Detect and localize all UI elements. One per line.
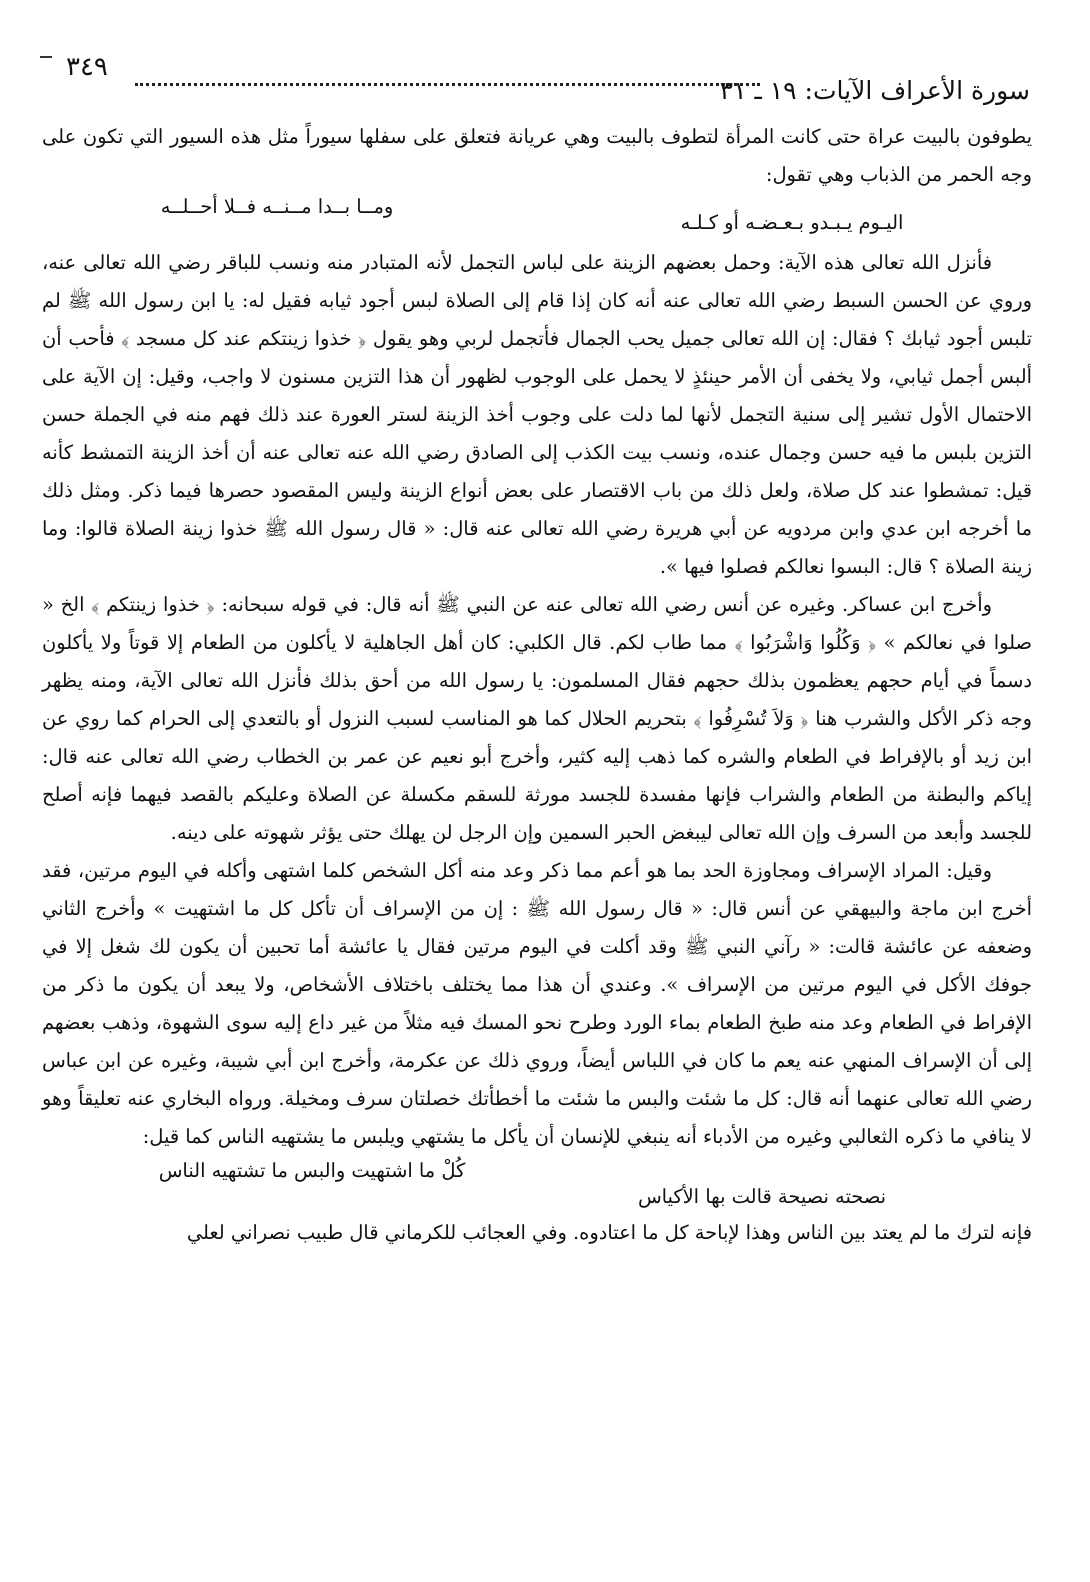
verse-1 (42, 194, 1032, 244)
paragraph-3: وأخرج ابن عساكر. وغيره عن أنس رضي الله تعالى عنه عن النبي ﷺ أنه قال: في قوله سبحانه: ﴿ خذوا زينتكم ﴾ الخ « صلوا في نعالكم » ﴿ وَكُلُوا وَاشْرَبُوا ﴾ مما طاب لكم. قال الكلبي: كان أهل الجاهلية لا يأكلون من الطعام إلا قوتاً ولا يأكلون دسماً في أيام حجهم يعظمون بذلك حجهم فقال المسلمون: يا رسول الله من أحق بذلك فأنزل الله تعالى الآية، ومنه يظهر وجه ذكر الأكل والشرب هنا ﴿ وَلاَ تُسْرِفُوا ﴾ بتحريم الحلال كما هو المناسب لسبب النزول أو بالتعدي إلى الحرام كما روي عن ابن زيد أو بالإفراط في الطعام والشره كما ذهب إليه كثير، وأخرج أبو نعيم عن عمر بن الخطاب رضي الله تعالى عنه قال: إياكم والبطنة من الطعام والشراب فإنها مفسدة للجسد مورثة للسقم مكسلة عن الصلاة وعليكم بالقصد فيهما فإنه أصلح للجسد وأبعد من السرف وإن الله تعالى ليبغض الحبر السمين وإن الرجل لن يهلك حتى يؤثر شهوته على دينه. (42, 593, 1032, 844)
leader-dots (135, 75, 760, 86)
verse-2-second-hemistich: كُلْ ما اشتهيت والبس ما تشتهيه الناس (158, 1159, 466, 1182)
body-text (42, 118, 1032, 1252)
verse-2-first-hemistich: نصحته نصيحة قالت بها الأكياس (637, 1185, 887, 1208)
verse-1-second-hemistich: ومــا بــدا مــنــه فــلا أحــلــه (160, 195, 394, 218)
verse-2 (42, 1156, 1032, 1214)
paragraph-1: يطوفون بالبيت عراة حتى كانت المرأة لتطوف بالبيت وهي عريانة فتعلق على سفلها سيوراً مثل هذه السيور التي تكون على وجه الحمر من الذباب وهي تقول: (42, 125, 1032, 186)
verse-1-first-hemistich: اليـوم يـبـدو بـعـضـه أو كـلـه (680, 211, 904, 234)
paragraph-5: فإنه لترك ما لم يعتد بين الناس وهذا لإباحة كل ما اعتادوه. وفي العجائب للكرماني قال طبيب نصراني لعلي (186, 1221, 1032, 1244)
paragraph-4: وقيل: المراد الإسراف ومجاوزة الحد بما هو أعم مما ذكر وعد منه أكل الشخص كلما اشتهى وأكله في اليوم مرتين، فقد أخرج ابن ماجة والبيهقي عن أنس قال: « قال رسول الله ﷺ : إن من الإسراف أن تأكل كل ما اشتهيت » وأخرج الثاني وضعفه عن عائشة قالت: « رآني النبي ﷺ وقد أكلت في اليوم مرتين فقال يا عائشة أما تحبين أن يكون لك شغل إلا في جوفك الأكل في اليوم مرتين من الإسراف ». وعندي أن هذا مما يختلف باختلاف الأشخاص، ولا يبعد أن يكون ما ذكر من الإفراط في الطعام وعد منه طبخ الطعام بماء الورد وطرح نحو المسك فيه مثلاً من غير داع إليه سوى الشهوة، وذهب بعضهم إلى أن الإسراف المنهي عنه يعم ما كان في اللباس أيضاً، وروي ذلك عن عكرمة، وأخرج ابن أبي شيبة، وغيره عن ابن عباس رضي الله تعالى عنهما أنه قال: كل ما شئت والبس ما شئت ما أخطأتك خصلتان سرف ومخيلة. ورواه البخاري عنه تعليقاً وهو لا ينافي ما ذكره الثعالبي وغيره من الأدباء أنه ينبغي للإنسان أن يأكل ما يشتهي ويلبس ما يشتهيه الناس كما قيل: (42, 859, 1032, 1148)
paragraph-2: فأنزل الله تعالى هذه الآية: وحمل بعضهم الزينة على لباس التجمل لأنه المتبادر منه ونسب للباقر رضي الله تعالى عنه، وروي عن الحسن السبط رضي الله تعالى عنه أنه كان إذا قام إلى الصلاة لبس أجود ثيابه فقيل له: يا ابن رسول الله ﷺ لم تلبس أجود ثيابك ؟ فقال: إن الله تعالى جميل يحب الجمال فأتجمل لربي وهو يقول ﴿ خذوا زينتكم عند كل مسجد ﴾ فأحب أن ألبس أجمل ثيابي، ولا يخفى أن الأمر حينئذٍ لا يحمل على الوجوب لظهور أن هذا التزين مسنون لا واجب، وقيل: إن الآية على الاحتمال الأول تشير إلى سنية التجمل لأنها لما دلت على وجوب أخذ الزينة لستر العورة عند ذلك فهم منه في الجملة حسن التزين بلبس ما فيه حسن وجمال عنده، ونسب بيت الكذب إلى الصادق رضي الله عنه تعالى عنه أن أخذ الزينة التمشط كأنه قيل: تمشطوا عند كل صلاة، ولعل ذلك من باب الاقتصار على بعض أنواع الزينة وليس المقصود حصرها فيما ذكر. ومثل ذلك ما أخرجه ابن عدي وابن مردويه عن أبي هريرة رضي الله تعالى عنه قال: « قال رسول الله ﷺ خذوا زينة الصلاة قالوا: وما زينة الصلاة ؟ قال: البسوا نعالكم فصلوا فيها ». (42, 251, 1032, 578)
page-number: ٣٤٩ (66, 52, 108, 82)
page-header (40, 52, 1030, 116)
margin-mark (40, 56, 52, 58)
running-title: سورة الأعراف الآيات: ١٩ ـ ٣١ (719, 76, 1030, 105)
